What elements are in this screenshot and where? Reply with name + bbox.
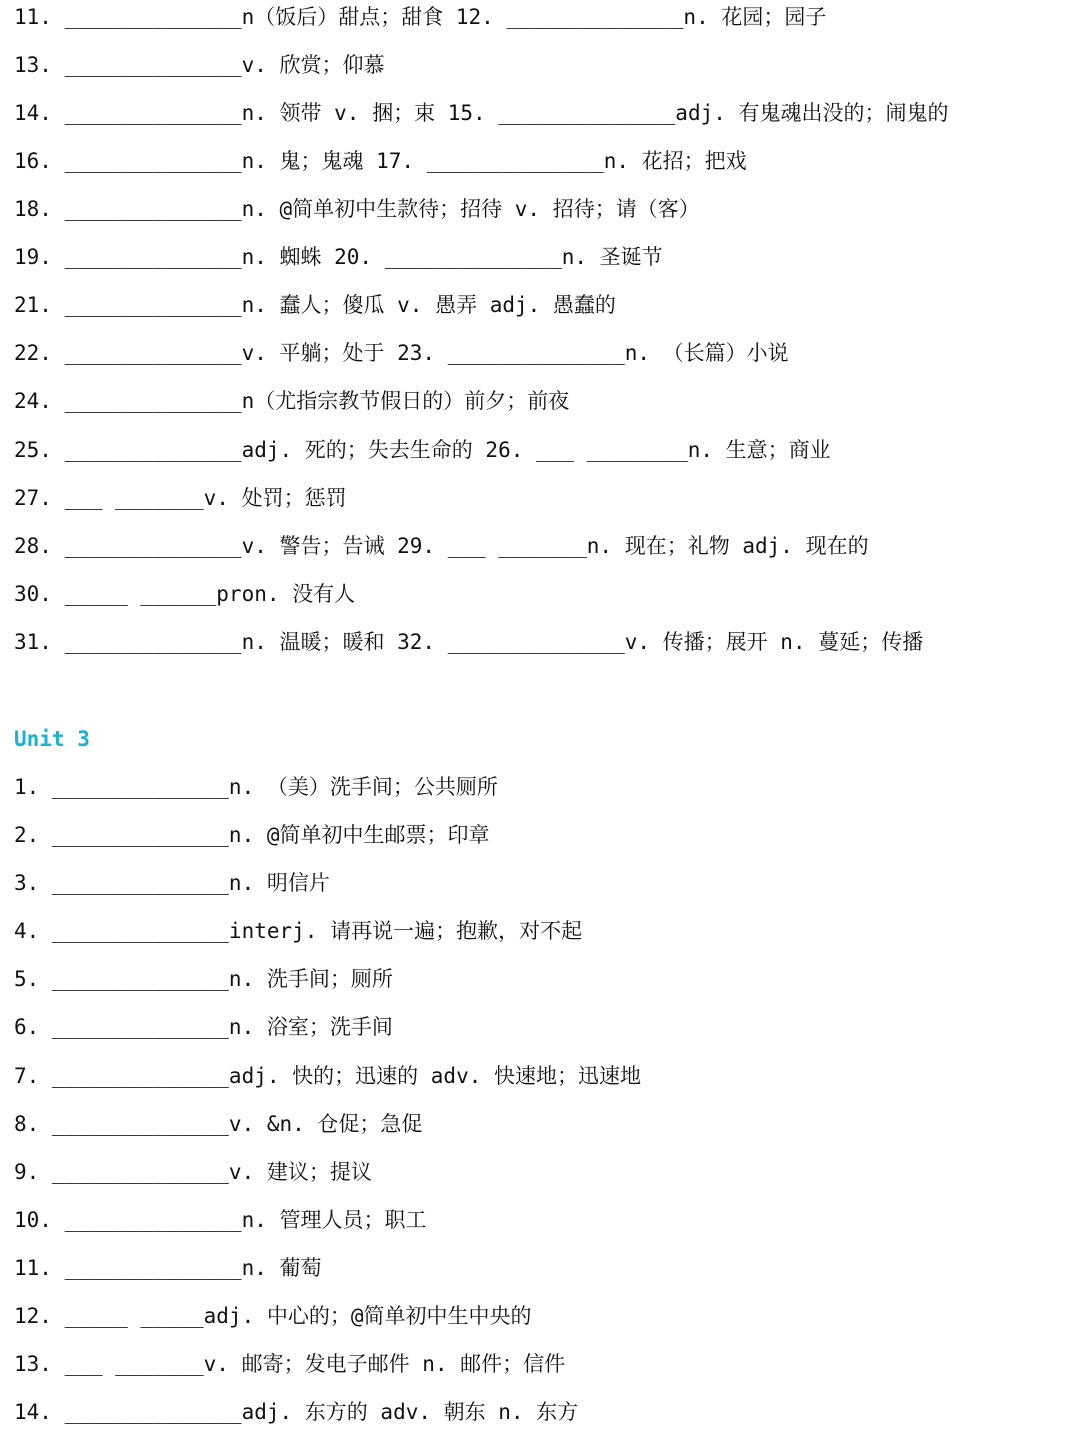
vocab-line: 25. ______________adj. 死的；失去生命的 26. ___ ________n. 生意；商业 xyxy=(14,438,831,462)
vocab-line: 5. ______________n. 洗手间；厕所 xyxy=(14,967,393,991)
vocab-line: 3. ______________n. 明信片 xyxy=(14,871,330,895)
vocab-line: 6. ______________n. 浴室；洗手间 xyxy=(14,1015,393,1039)
vocab-line: 14. ______________adj. 东方的 adv. 朝东 n. 东方 xyxy=(14,1400,579,1424)
vocab-line: 22. ______________v. 平躺；处于 23. ______________n. （长篇）小说 xyxy=(14,341,789,365)
unit-heading: Unit 3 xyxy=(14,727,90,751)
vocab-line: 7. ______________adj. 快的；迅速的 adv. 快速地；迅速地 xyxy=(14,1064,642,1088)
vocab-line: 11. ______________n（饭后）甜点；甜食 12. ______________n. 花园；园子 xyxy=(14,5,827,29)
vocab-line: 13. ___ _______v. 邮寄；发电子邮件 n. 邮件；信件 xyxy=(14,1352,566,1376)
vocab-line: 2. ______________n. @简单初中生邮票；印章 xyxy=(14,823,490,847)
vocab-line: 9. ______________v. 建议；提议 xyxy=(14,1160,372,1184)
vocab-line: 8. ______________v. &n. 仓促；急促 xyxy=(14,1112,423,1136)
vocab-line: 11. ______________n. 葡萄 xyxy=(14,1256,322,1280)
vocab-line: 19. ______________n. 蜘蛛 20. ______________n. 圣诞节 xyxy=(14,245,663,269)
vocab-line: 16. ______________n. 鬼；鬼魂 17. ______________n. 花招；把戏 xyxy=(14,149,747,173)
vocab-line: 10. ______________n. 管理人员；职工 xyxy=(14,1208,427,1232)
vocab-line: 30. _____ ______pron. 没有人 xyxy=(14,582,356,606)
vocab-line: 21. ______________n. 蠢人；傻瓜 v. 愚弄 adj. 愚蠢的 xyxy=(14,293,616,317)
vocab-line: 27. ___ _______v. 处罚；惩罚 xyxy=(14,486,347,510)
vocab-line: 14. ______________n. 领带 v. 捆；束 15. ______________adj. 有鬼魂出没的；闹鬼的 xyxy=(14,101,949,125)
vocab-line: 1. ______________n. （美）洗手间；公共厕所 xyxy=(14,775,498,799)
vocab-line: 18. ______________n. @简单初中生款待；招待 v. 招待；请（客） xyxy=(14,197,700,221)
vocab-line: 4. ______________interj. 请再说一遍；抱歉，对不起 xyxy=(14,919,583,943)
vocab-line: 13. ______________v. 欣赏；仰慕 xyxy=(14,53,385,77)
vocab-line: 28. ______________v. 警告；告诫 29. ___ _______n. 现在；礼物 adj. 现在的 xyxy=(14,534,869,558)
vocab-line: 24. ______________n（尤指宗教节假日的）前夕；前夜 xyxy=(14,389,570,413)
vocab-line: 12. _____ _____adj. 中心的；@简单初中生中央的 xyxy=(14,1304,532,1328)
vocab-line: 31. ______________n. 温暖；暖和 32. ______________v. 传播；展开 n. 蔓延；传播 xyxy=(14,630,924,654)
